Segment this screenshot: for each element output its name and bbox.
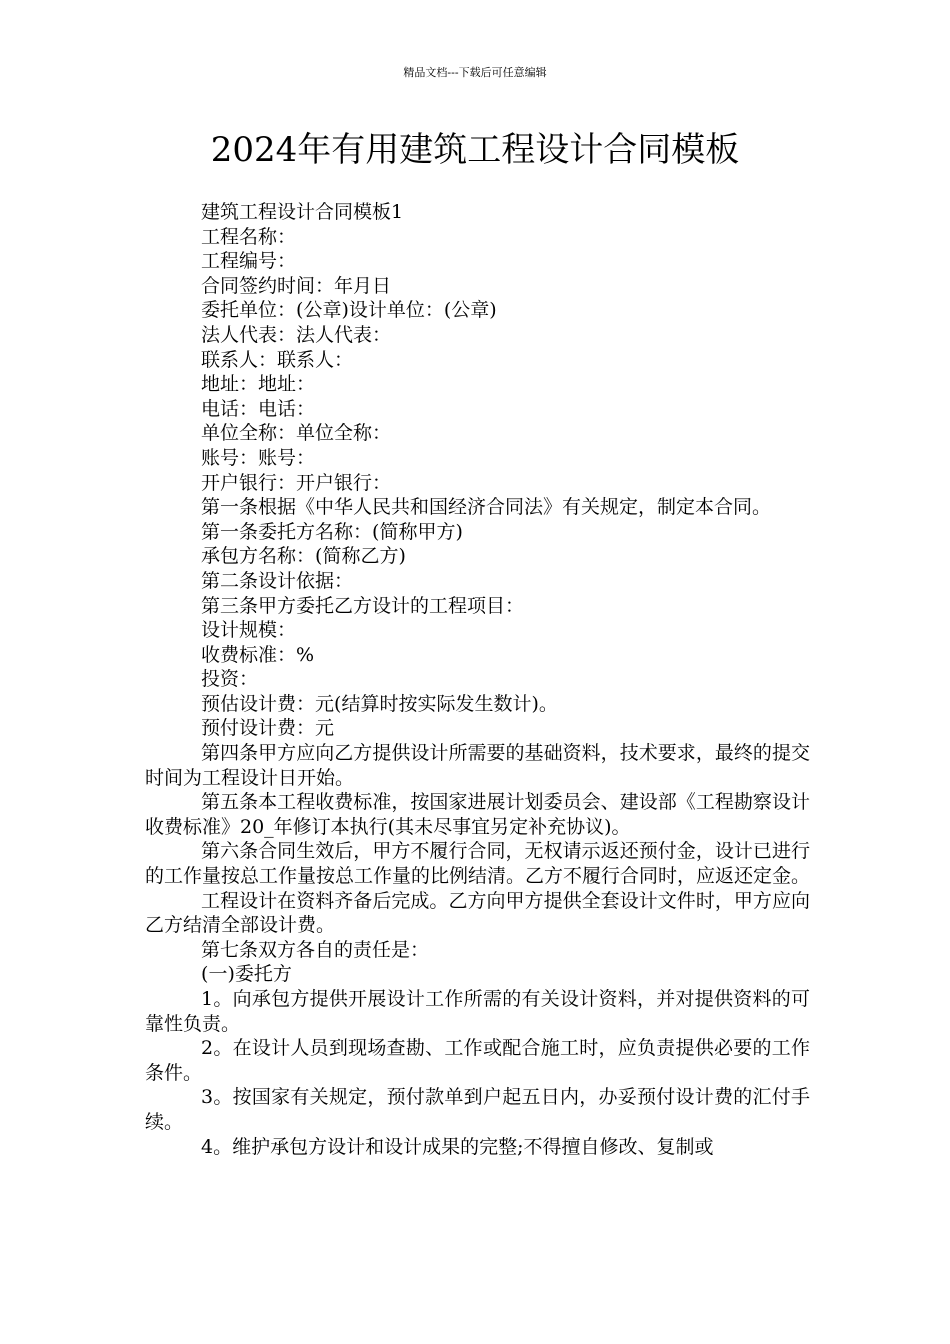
paragraph: 第七条双方各自的责任是： — [201, 938, 430, 961]
paragraph: 第四条甲方应向乙方提供设计所需要的基础资料，技术要求，最终的提交时间为工程设计日开始。 — [145, 742, 810, 789]
paragraph: 法人代表：法人代表： — [201, 323, 392, 346]
paragraph: 4。维护承包方设计和设计成果的完整;不得擅自修改、复制或 — [201, 1135, 714, 1158]
paragraph: 工程编号： — [201, 250, 297, 273]
paragraph: 预估设计费：元(结算时按实际发生数计)。 — [201, 692, 558, 715]
paragraph: 3。按国家有关规定，预付款单到户起五日内，办妥预付设计费的汇付手续。 — [145, 1086, 810, 1133]
paragraph: 合同签约时间：年月日 — [201, 274, 392, 297]
paragraph: 地址：地址： — [201, 373, 316, 396]
paragraph: 账号：账号： — [201, 446, 316, 469]
paragraph: 预付设计费：元 — [201, 717, 335, 740]
paragraph: 开户银行：开户银行： — [201, 471, 392, 494]
paragraph: 电话：电话： — [201, 397, 316, 420]
paragraph: 单位全称：单位全称： — [201, 422, 392, 445]
paragraph: 第二条设计依据： — [201, 569, 354, 592]
document-title: 2024年有用建筑工程设计合同模板 — [210, 130, 740, 170]
paragraph: 第六条合同生效后，甲方不履行合同，无权请示返还预付金，设计已进行的工作量按总工作量按总工作量的比例结清。乙方不履行合同时，应返还定金。 — [145, 840, 811, 888]
paragraph: (一)委托方 — [201, 963, 292, 986]
paragraph: 第三条甲方委托乙方设计的工程项目： — [201, 594, 525, 617]
paragraph: 工程设计在资料齐备后完成。乙方向甲方提供全套设计文件时，甲方应向乙方结清全部设计费。 — [145, 889, 810, 937]
paragraph: 第五条本工程收费标准，按国家进展计划委员会、建设部《工程勘察设计收费标准》20_年修订本执行(其未尽事宜另定补充协议)。 — [145, 791, 810, 838]
paragraph: 设计规模： — [201, 619, 297, 642]
paragraph: 联系人：联系人： — [201, 348, 354, 371]
paragraph: 投资： — [201, 668, 259, 691]
paragraph: 第一条根据《中华人民共和国经济合同法》有关规定，制定本合同。 — [201, 496, 772, 519]
paragraph: 2。在设计人员到现场查勘、工作或配合施工时，应负责提供必要的工作条件。 — [145, 1037, 810, 1084]
paragraph: 建筑工程设计合同模板1 — [201, 201, 404, 223]
document-body — [145, 200, 810, 1159]
paragraph: 1。向承包方提供开展设计工作所需的有关设计资料，并对提供资料的可靠性负责。 — [145, 988, 810, 1035]
paragraph: 承包方名称：(简称乙方) — [201, 545, 406, 568]
paragraph: 第一条委托方名称：(简称甲方) — [201, 520, 463, 543]
header-note: 精品文档---下载后可任意编辑 — [403, 66, 547, 79]
paragraph: 收费标准：% — [201, 643, 315, 666]
paragraph: 工程名称： — [201, 225, 297, 248]
paragraph: 委托单位：(公章)设计单位：(公章) — [201, 299, 497, 322]
